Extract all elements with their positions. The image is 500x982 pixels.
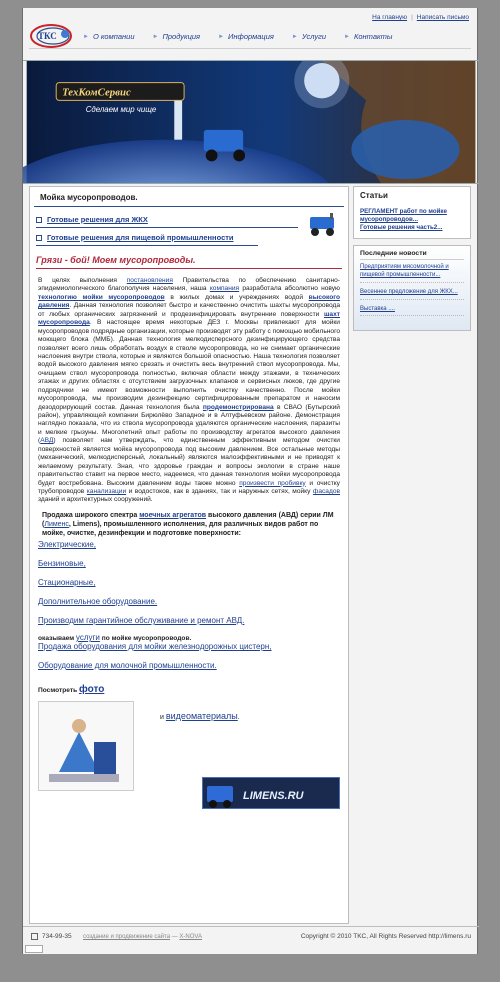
petrol-link[interactable]: Бензиновые,: [38, 559, 86, 569]
video-link[interactable]: видеоматериалы: [165, 711, 238, 722]
text: .: [237, 714, 240, 722]
photo-thumbnail[interactable]: [38, 701, 134, 791]
article-text: [30, 269, 348, 505]
header-banner: [23, 60, 479, 184]
xnova-link[interactable]: X-NOVA: [179, 934, 202, 940]
article-link[interactable]: РЕГЛАМЕНТ работ по мойке мусоропроводов...: [360, 208, 447, 224]
phone: [31, 933, 72, 940]
footer: [23, 926, 479, 954]
worker-photo: [39, 702, 134, 791]
limens-link[interactable]: Лименс: [44, 520, 69, 528]
phone-number: 734-99-35: [42, 933, 72, 940]
nav-label: О компании: [92, 32, 135, 41]
separator: |: [411, 14, 413, 21]
text: —: [171, 934, 178, 940]
news-link[interactable]: Весеннее предложение для ЖКХ...: [360, 289, 464, 300]
text: разработала абсолютно новую: [242, 285, 341, 293]
services-line: [30, 625, 348, 642]
text: . В настоящее время некоторые ДЕЗ г. Москвы привлекают для мойки мусоропроводов подрядные организации, которые производят эту работу с помощью мобильного моющего блока (ММБ). Данная технология мелкодисперсного дезинфицирующего средства позволяет всего лишь обработать воздух в стволе мусоропровода, но не снимает органические наслоения внутри ствола, которые и являются большой опасностью. Наша технология позволяет водой высокого давления мягко срезать и очистить весь внутренний ствол мусоропровода. Мы, очищаем ствол мусоропровода полностью, включая области между этажами, в технических этажах и других областях с отсутствием загрузочных клапанов и сервисных люков, где другие подрядчики не имеют возможности выполнить очистку качественно. После мойки мусоропровода, мы производим дезинфекцию сертифицированным препаратом и наносим дезодорирующий состав. Данная технология была: [38, 319, 340, 411]
photo-link[interactable]: фото: [78, 684, 105, 696]
accessories-link[interactable]: Дополнительное оборудование.: [38, 597, 158, 607]
washers-link[interactable]: моечных агрегатов: [139, 511, 207, 519]
text: Продажа широкого спектра: [42, 511, 138, 519]
text: ) позволяет нам утверждать, что единственным эффективным методом очистки поверхностей является мойка мусоропровода под высоким давлением. Все остальные методы (механический, мелкодисперсный, локальный) являются малоэффективными и не приводят к желаемому результату. Зная, что здоровье граждан и вопросы экологии в стране наше правительство ставит на первое место, надеемся, что данная технология мойки мусоропровода будет востребована. Высоким давлением воды также можно: [38, 437, 340, 487]
limens-banner-graphic: [203, 778, 341, 810]
washer-machine-icon: [304, 211, 340, 237]
company-logo[interactable]: [29, 22, 73, 50]
nav-products[interactable]: [153, 32, 201, 41]
nav-services[interactable]: [292, 32, 326, 41]
decree-link[interactable]: постановления: [126, 277, 173, 284]
arrow-icon: ►: [218, 33, 225, 40]
logo-text: ТКС: [38, 31, 57, 41]
counter-badge[interactable]: [25, 945, 43, 953]
demonstrated-link[interactable]: продемонстрирована: [202, 403, 274, 411]
nav-label: Услуги: [301, 32, 327, 41]
top-links: [372, 14, 469, 21]
articles-title: Статьи: [360, 191, 388, 200]
text: и водостоков, как в зданиях, так и наружных сетях, мойку: [128, 487, 311, 495]
electric-link[interactable]: Электрические,: [38, 540, 97, 550]
facades-link[interactable]: фасадов: [312, 487, 340, 495]
video-line: [160, 711, 240, 721]
checkbox-icon: [36, 217, 42, 223]
sidebar: [353, 186, 471, 331]
pipe-clearing-link[interactable]: произвести пробивку: [239, 479, 306, 487]
text: и очистку трубопроводов: [38, 479, 340, 495]
ready-solution-zhkh[interactable]: [36, 215, 148, 224]
divider: [36, 245, 258, 246]
text: по мойке мусоропроводов.: [101, 635, 192, 643]
high-pressure-link[interactable]: высокого давления: [38, 293, 340, 310]
media-row: [30, 695, 348, 815]
ready-solutions: [30, 207, 348, 249]
text: Правительства по обеспечению санитарно-эпидемиологического благополучия населения, наша: [38, 277, 340, 293]
text: в СВАО (Бутырский район), управляющей компании Бирюлёво Западное и в Алтуфьевском районе. Демонстрация наглядно показала, что из ствола мусоропровода удаляются органические наслоения, паразиты и мелкие грызуны. Многолетний опыт работы по производству агрегатов высокого давления (: [38, 403, 340, 445]
dairy-link[interactable]: Оборудование для молочной промышленности.: [38, 661, 217, 671]
text: и: [160, 714, 164, 722]
articles-box: [353, 186, 471, 239]
banner-tagline: Сделаем мир чище: [85, 105, 157, 115]
news-title: Последние новости: [360, 250, 464, 260]
divider: [36, 227, 298, 228]
news-box: [353, 245, 471, 331]
text: в жилых домах и учреждениях водой: [170, 293, 304, 301]
article-link[interactable]: Готовые решения часть2...: [360, 224, 443, 232]
text: Посмотреть: [38, 687, 78, 695]
avd-link[interactable]: АВД: [40, 437, 54, 445]
page-title: Мойка мусоропроводов.: [34, 187, 344, 207]
phone-icon: [31, 933, 38, 940]
main-content: [29, 186, 349, 924]
nav-label: Контакты: [353, 32, 393, 41]
arrow-icon: ►: [291, 33, 298, 40]
news-link[interactable]: Выставка ....: [360, 306, 464, 317]
nav-label: Информация: [228, 32, 274, 41]
series-intro: [30, 505, 348, 538]
credit-text[interactable]: создание и продвижение сайта: [83, 934, 171, 940]
nav-label: Продукция: [162, 32, 201, 41]
text: оказываем: [38, 635, 75, 643]
limens-text: LIMENS.RU: [243, 790, 304, 803]
nav-contacts[interactable]: [344, 32, 392, 41]
home-link[interactable]: На главную: [372, 14, 408, 21]
chute-shafts-link[interactable]: шахт мусоропровода: [38, 310, 340, 327]
warranty-link[interactable]: Производим гарантийное обслуживание и ремонт АВД.: [38, 616, 245, 626]
nav-divider: [29, 48, 471, 49]
slogan: Грязи - бой! Моем мусоропроводы.: [36, 255, 196, 265]
copyright: Copyright © 2010 TKC, All Rights Reserved http://limens.ru: [300, 933, 471, 940]
text: . Данная технология позволяет быстро и качественно очистить шахты мусоропровода от любых органических загрязнений и продезинфицировать внутренние поверхности: [38, 302, 340, 318]
banner-brand: [56, 83, 184, 101]
limens-banner[interactable]: [202, 777, 340, 809]
text: В целях выполнения: [38, 277, 117, 284]
text: высокого давления (АВД) серии ЛМ (: [42, 511, 334, 528]
ready-solution-food[interactable]: [36, 233, 234, 242]
text: зданий и архитектурных сооружений.: [38, 496, 153, 504]
arrow-icon: ►: [152, 33, 159, 40]
technology-link[interactable]: технологию мойки мусоропроводов: [38, 293, 165, 301]
services-link[interactable]: услуги: [75, 633, 100, 643]
text: , Limens), промышленного исполнения, для различных видов работ по мойке, очистке, дезинфекции и подготовке поверхности:: [42, 520, 319, 537]
nav-information[interactable]: [218, 32, 274, 41]
stationary-link[interactable]: Стационарные,: [38, 578, 96, 588]
main-nav: [83, 32, 392, 41]
sewerage-link[interactable]: канализации: [86, 487, 127, 495]
page: [22, 8, 478, 954]
company-link[interactable]: компания: [209, 285, 240, 293]
checkbox-icon: [36, 235, 42, 241]
ready-solution-label: Готовые решения для ЖКХ: [47, 215, 148, 224]
ready-solution-label: Готовые решения для пищевой промышленности: [47, 233, 234, 242]
credit: [83, 934, 202, 940]
write-letter-link[interactable]: Написать письмо: [416, 14, 469, 21]
arrow-icon: ►: [83, 33, 89, 40]
arrow-icon: ►: [344, 33, 350, 40]
photo-line: [30, 670, 348, 695]
banner-brand-text: ТехКомСервис: [62, 86, 131, 99]
news-link[interactable]: Предприятиям мясомолочной и пищевой промышленности...: [360, 264, 464, 283]
rail-tanks-link[interactable]: Продажа оборудования для мойки железнодорожных цистерн,: [38, 642, 272, 652]
nav-about[interactable]: [83, 32, 135, 41]
